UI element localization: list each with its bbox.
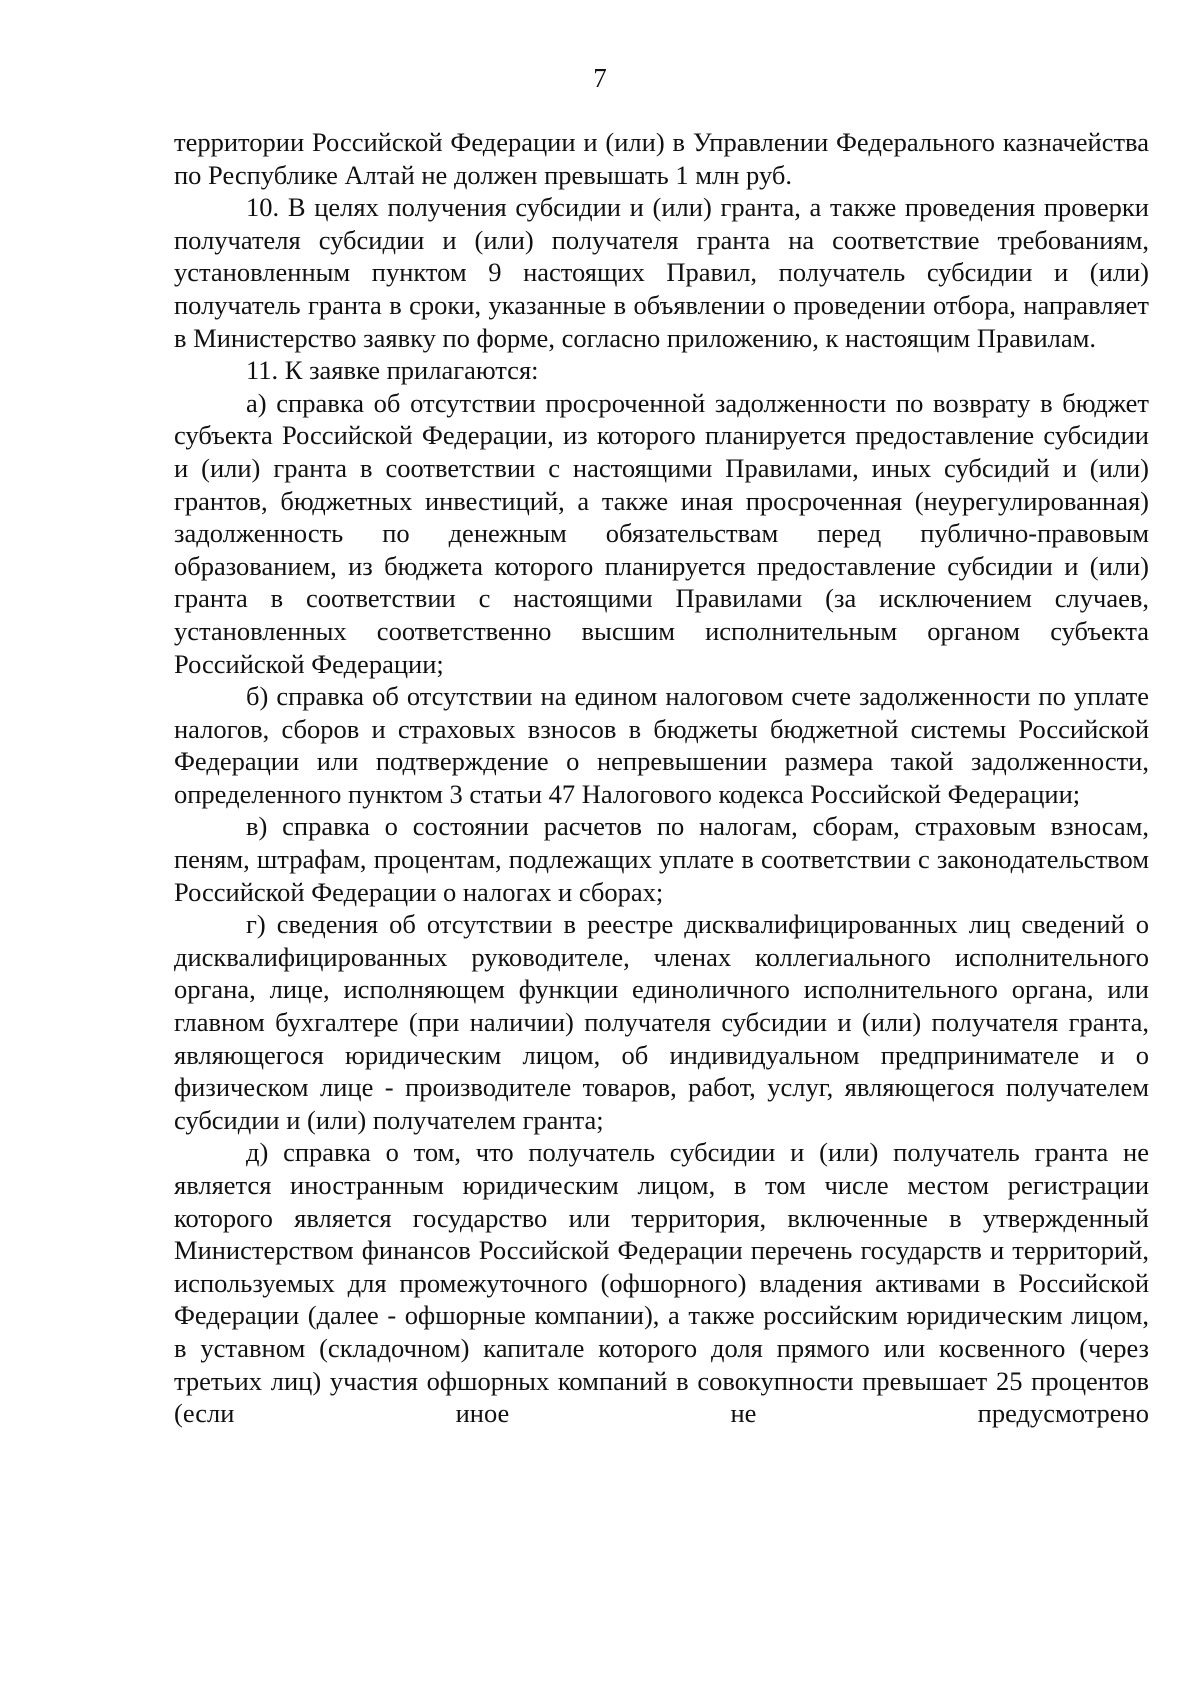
- page-number: 7: [593, 63, 607, 93]
- paragraph-item-a: а) справка об отсутствии просроченной задолженности по возврату в бюджет субъекта Российской Федерации, из которого планируется предоставление субсидии и (или) гранта в соответствии с настоящими Правилами, иных субсидий и (или) грантов, бюджетных инвестиций, а также иная просроченная (неурегулированная) задолженность по денежным обязательствам перед публично-правовым образованием, из бюджета которого планируется предоставление субсидии и (или) гранта в соответствии с настоящими Правилами (за исключением случаев, установленных соответственно высшим исполнительным органом субъекта Российской Федерации;: [174, 387, 1149, 679]
- document-body: [174, 126, 1149, 1430]
- paragraph-continuation: территории Российской Федерации и (или) в Управлении Федерального казначейства по Республике Алтай не должен превышать 1 млн руб.: [174, 127, 1149, 190]
- paragraph-item-d: д) справка о том, что получатель субсидии и (или) получатель гранта не является иностранным юридическим лицом, в том числе местом регистрации которого является государство или территория, включенные в утвержденный Министерством финансов Российской Федерации перечень государств и территорий, используемых для промежуточного (офшорного) владения активами в Российской Федерации (далее - офшорные компании), а также российским юридическим лицом, в уставном (складочном) капитале которого доля прямого или косвенного (через третьих лиц) участия офшорных компаний в совокупности превышает 25 процентов (если иное не предусмотрено: [174, 1137, 1149, 1429]
- paragraph-item-v: в) справка о состоянии расчетов по налогам, сборам, страховым взносам, пеням, штрафам, процентам, подлежащих уплате в соответствии с законодательством Российской Федерации о налогах и сборах;: [174, 811, 1149, 907]
- paragraph-item-g: г) сведения об отсутствии в реестре дисквалифицированных лиц сведений о дисквалифицированных руководителе, членах коллегиального исполнительного органа, лице, исполняющем функции единоличного исполнительного органа, или главном бухгалтере (при наличии) получателя субсидии и (или) получателя гранта, являющегося юридическим лицом, об индивидуальном предпринимателе и о физическом лице - производителе товаров, работ, услуг, являющегося получателем субсидии и (или) получателем гранта;: [174, 909, 1149, 1135]
- paragraph-item-11: 11. К заявке прилагаются:: [246, 355, 539, 386]
- paragraph-item-10: 10. В целях получения субсидии и (или) гранта, а также проведения проверки получателя субсидии и (или) получателя гранта на соответствие требованиям, установленным пунктом 9 настоящих Правил, получатель субсидии и (или) получатель гранта в сроки, указанные в объявлении о проведении отбора, направляет в Министерство заявку по форме, согласно приложению, к настоящим Правилам.: [174, 192, 1149, 353]
- paragraph-item-b: б) справка об отсутствии на едином налоговом счете задолженности по уплате налогов, сборов и страховых взносов в бюджеты бюджетной системы Российской Федерации или подтверждение о непревышении размера такой задолженности, определенного пунктом 3 статьи 47 Налогового кодекса Российской Федерации;: [174, 681, 1149, 809]
